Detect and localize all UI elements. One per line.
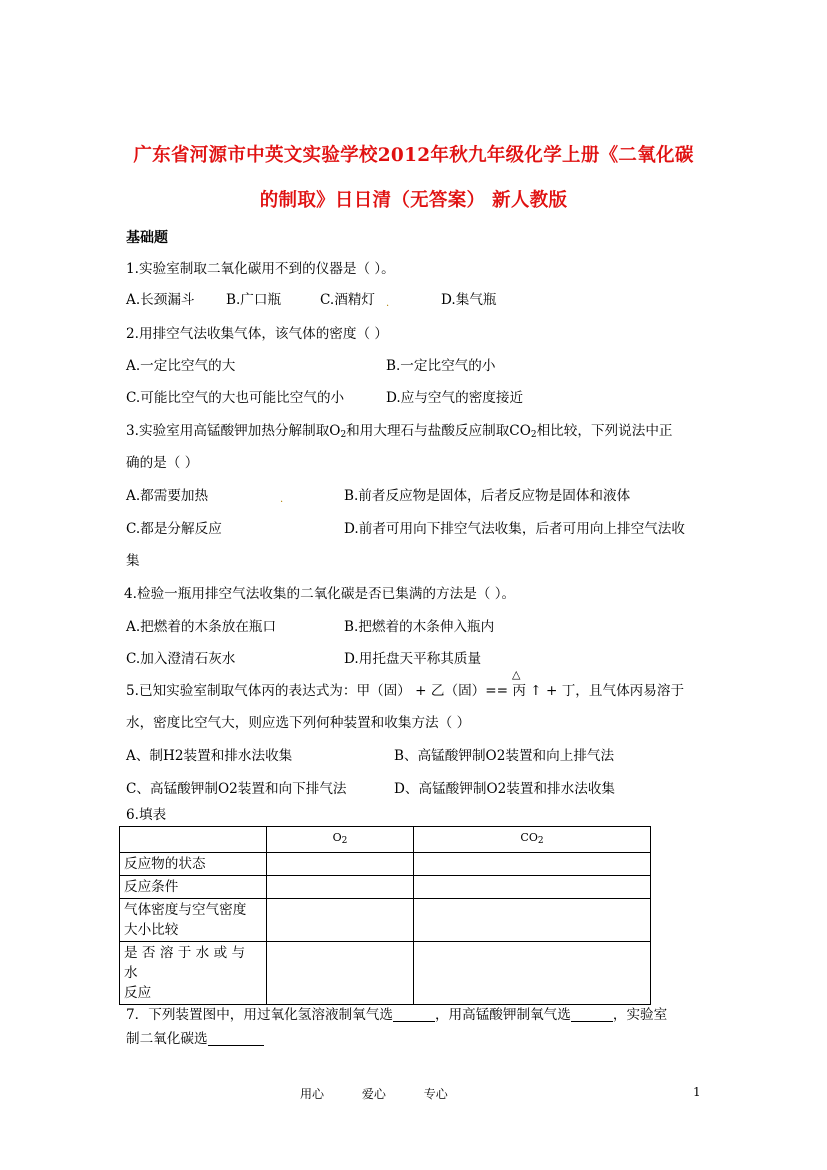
question-5-option-d: D、高锰酸钾制O2装置和排水法收集 xyxy=(394,781,616,797)
question-7-stem: 7．下列装置图中，用过氧化氢溶液制氧气选 ，用高锰酸钾制氧气选 ，实验室 xyxy=(126,1007,668,1023)
table-header-o2: $O_2$ xyxy=(267,827,414,853)
question-3-option-a: A.都需要加热 xyxy=(126,488,209,504)
footer-word: 爱心 xyxy=(361,1087,386,1101)
question-6-stem: 6.填表 xyxy=(126,807,167,823)
answer-blank[interactable] xyxy=(571,1007,613,1022)
table-cell-co2[interactable] xyxy=(414,942,651,1005)
question-3-stem-continued: 确的是（ ） xyxy=(126,455,199,471)
question-1-option-c: C.酒精灯 xyxy=(320,292,376,308)
answer-blank[interactable] xyxy=(393,1007,435,1022)
question-5-option-a: A、制H2装置和排水法收集 xyxy=(126,748,293,764)
question-4-option-a: A.把燃着的木条放在瓶口 xyxy=(126,619,277,635)
question-1-option-b: B.广口瓶 xyxy=(226,292,282,308)
question-5-stem: 5.已知实验室制取气体丙的表达式为：甲（固） + 乙（固）== 丙 ↑ + 丁，且气体丙易溶于 xyxy=(126,683,685,699)
table-row-label: 气体密度与空气密度 大小比较 xyxy=(120,899,267,942)
table-corner-cell xyxy=(120,827,267,853)
table-cell-co2[interactable] xyxy=(414,876,651,899)
table-cell-co2[interactable] xyxy=(414,899,651,942)
comparison-table xyxy=(119,826,651,1005)
page-number: 1 xyxy=(693,1085,701,1099)
page-footer xyxy=(300,1085,482,1102)
question-3-option-d: D.前者可用向下排空气法收集，后者可用向上排空气法收 xyxy=(344,521,685,537)
question-4-option-d: D.用托盘天平称其质量 xyxy=(344,651,482,667)
question-3-option-d-continued: 集 xyxy=(126,553,140,569)
table-cell-o2[interactable] xyxy=(267,942,414,1005)
question-4-option-c: C.加入澄清石灰水 xyxy=(126,651,236,667)
table-cell-o2[interactable] xyxy=(267,876,414,899)
table-header-co2: $CO_2$ xyxy=(414,827,651,853)
section-heading: 基础题 xyxy=(126,230,168,246)
question-2-option-d: D.应与空气的密度接近 xyxy=(386,390,524,406)
document-title-line-1: 广东省河源市中英文实验学校2012年秋九年级化学上册《二氧化碳 xyxy=(133,145,694,166)
question-4-stem: 4.检验一瓶用排空气法收集的二氧化碳是否已集满的方法是（ ）。 xyxy=(124,586,516,602)
question-3-option-c: C.都是分解反应 xyxy=(126,521,222,537)
footer-word: 用心 xyxy=(300,1087,325,1101)
table-cell-o2[interactable] xyxy=(267,853,414,876)
table-cell-o2[interactable] xyxy=(267,899,414,942)
heating-triangle-symbol: △ xyxy=(512,668,521,681)
question-1-stem: 1.实验室制取二氧化碳用不到的仪器是（ ）。 xyxy=(126,261,395,277)
question-1-option-a: A.长颈漏斗 xyxy=(126,292,195,308)
question-2-option-a: A.一定比空气的大 xyxy=(126,358,236,374)
question-3-option-b: B.前者反应物是固体，后者反应物是固体和液体 xyxy=(344,488,631,504)
table-row-label: 反应物的状态 xyxy=(120,853,267,876)
question-2-stem: 2.用排空气法收集气体，该气体的密度（ ） xyxy=(126,326,388,342)
table-cell-co2[interactable] xyxy=(414,853,651,876)
table-row-label: 反应条件 xyxy=(120,876,267,899)
answer-blank[interactable] xyxy=(208,1031,264,1046)
question-4-option-b: B.把燃着的木条伸入瓶内 xyxy=(344,619,495,635)
footer-word: 专心 xyxy=(423,1087,448,1101)
document-title-line-2: 的制取》日日清（无答案） 新人教版 xyxy=(259,190,568,211)
question-7-stem-continued: 制二氧化碳选 xyxy=(126,1029,264,1049)
stray-mark: . xyxy=(386,298,390,309)
question-5-option-c: C、高锰酸钾制O2装置和向下排气法 xyxy=(126,781,347,797)
stray-mark: . xyxy=(280,494,284,505)
question-2-option-b: B.一定比空气的小 xyxy=(386,358,496,374)
question-1-option-d: D.集气瓶 xyxy=(441,292,497,308)
question-5-option-b: B、高锰酸钾制O2装置和向上排气法 xyxy=(394,748,615,764)
question-5-stem-continued: 水，密度比空气大，则应选下列何种装置和收集方法（ ） xyxy=(126,715,471,731)
question-2-option-c: C.可能比空气的大也可能比空气的小 xyxy=(126,390,345,406)
question-3-stem: 3.实验室用高锰酸钾加热分解制取$O_2$和用大理石与盐酸反应制取$CO_2$相比较，下列说法中正 xyxy=(126,423,673,440)
table-row-label: 是 否 溶 于 水 或 与 水 反应 xyxy=(120,942,267,1005)
